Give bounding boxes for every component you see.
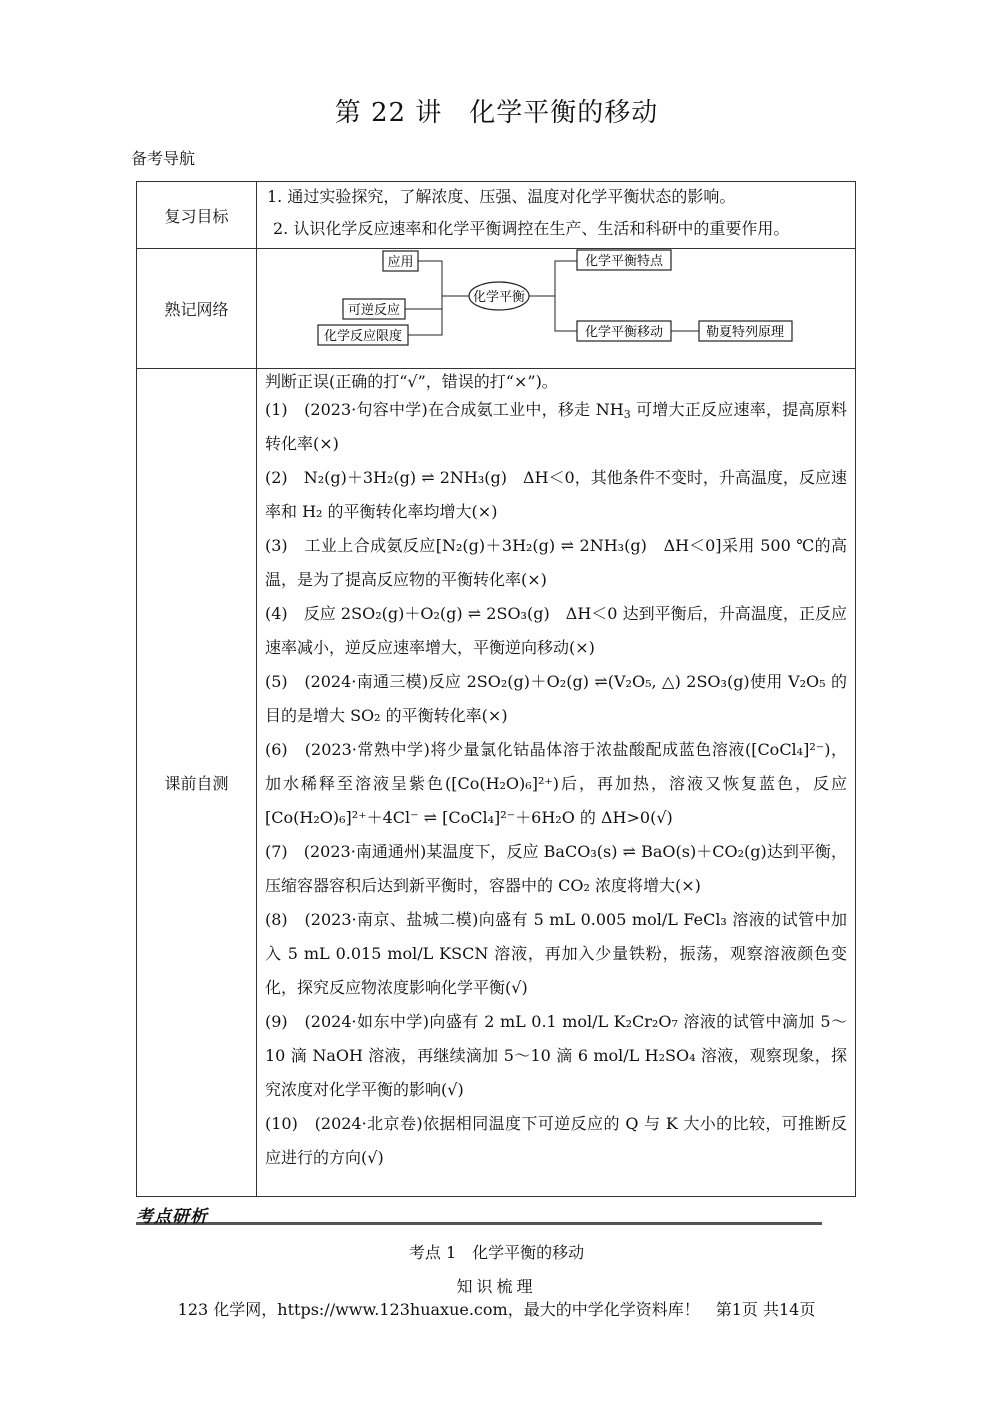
prep-nav-table (136, 181, 856, 1197)
nav-label: 备考导航 (131, 149, 196, 168)
self-test-item-2 (257, 461, 855, 529)
item-number: (6) (265, 740, 288, 759)
item-text: (2023·南京、盐城二模)向盛有 5 mL 0.005 mol/L FeCl₃ 溶液的试管中加入 5 mL 0.015 mol/L KSCN 溶液，再加入少量铁粉，振荡，观察溶液颜色变化，探究反应物浓度影响化学平衡(√) (265, 910, 847, 997)
item-text: (2024·北京卷)依据相同温度下可逆反应的 Q 与 K 大小的比较，可推断反应进行的方向(√) (265, 1114, 847, 1167)
section-band-label: 考点研析 (136, 1207, 208, 1227)
item-text: (2023·常熟中学)将少量氯化钴晶体溶于浓盐酸配成蓝色溶液([CoCl₄]²⁻)，加水稀释至溶液呈紫色([Co(H₂O)₆]²⁺)后，再加热，溶液又恢复蓝色，反应[Co(H₂O)₆]²⁺＋4Cl⁻ ⇌ [CoCl₄]²⁻＋6H₂O 的 ΔH>0(√) (265, 740, 847, 827)
item-text: 反应 2SO₂(g)＋O₂(g) ⇌ 2SO₃(g) ΔH＜0 达到平衡后，升高温度，正反应速率减小，逆反应速率增大，平衡逆向移动(×) (265, 604, 847, 657)
node-reversible-reaction: 可逆反应 (347, 303, 401, 318)
node-apply: 应用 (387, 255, 414, 270)
item-text: N₂(g)＋3H₂(g) ⇌ 2NH₃(g) ΔH＜0，其他条件不变时，升高温度，反应速率和 H₂ 的平衡转化率均增大(×) (265, 468, 847, 521)
item-number: (5) (265, 672, 288, 691)
self-test-item-6 (257, 733, 855, 835)
item-number: (10) (265, 1114, 298, 1133)
self-test-item-7 (257, 835, 855, 903)
item-text: (2023·句容中学)在合成氨工业中，移走 NH (304, 400, 624, 419)
node-reaction-limit: 化学反应限度 (323, 329, 403, 344)
item-text-cont: 可增大正反应速率，提高原料转化率(×) (265, 400, 847, 453)
network-diagram-cell (257, 249, 856, 369)
item-text: (2024·南通三模)反应 2SO₂(g)＋O₂(g) ⇌(V₂O₅, △) 2SO₃(g)使用 V₂O₅ 的目的是增大 SO₂ 的平衡转化率(×) (265, 672, 847, 725)
item-subscript: 3 (623, 408, 631, 421)
section-band (136, 1202, 822, 1226)
concept-map (257, 249, 855, 367)
item-text: 工业上合成氨反应[N₂(g)＋3H₂(g) ⇌ 2NH₃(g) ΔH＜0]采用 500 ℃的高温，是为了提高反应物的平衡转化率(×) (265, 536, 847, 589)
topic-subtitle: 知识梳理 (456, 1277, 537, 1296)
item-number: (1) (265, 400, 288, 419)
item-number: (2) (265, 468, 288, 487)
page-footer: 123 化学网，https://www.123huaxue.com，最大的中学化学资料库！ 第1页 共14页 (177, 1300, 816, 1319)
review-goal-line-2: 2. 认识化学反应速率和化学平衡调控在生产、生活和科研中的重要作用。 (273, 219, 790, 238)
node-le-chatelier: 勒夏特列原理 (705, 325, 785, 340)
node-equilibrium-shift: 化学平衡移动 (584, 325, 664, 340)
self-test-label: 课前自测 (137, 369, 257, 1197)
self-test-item-9 (257, 1005, 855, 1107)
review-goal-line-1: 1. 通过实验探究，了解浓度、压强、温度对化学平衡状态的影响。 (267, 187, 736, 206)
section-band-line (136, 1222, 822, 1225)
self-test-item-1 (257, 393, 855, 461)
item-number: (8) (265, 910, 288, 929)
topic-title: 考点 1 化学平衡的移动 (408, 1243, 585, 1262)
self-test-item-10 (257, 1107, 855, 1175)
self-test-item-3 (257, 529, 855, 597)
review-goal-label: 复习目标 (137, 182, 257, 249)
node-equilibrium-features: 化学平衡特点 (584, 254, 664, 269)
item-number: (9) (265, 1012, 288, 1031)
item-number: (4) (265, 604, 288, 623)
network-label: 熟记网络 (137, 249, 257, 369)
node-chemical-equilibrium: 化学平衡 (472, 290, 526, 305)
item-number: (7) (265, 842, 288, 861)
item-text: (2024·如东中学)向盛有 2 mL 0.1 mol/L K₂Cr₂O₇ 溶液的试管中滴加 5～10 滴 NaOH 溶液，再继续滴加 5～10 滴 6 mol/L H₂SO₄ 溶液，观察现象，探究浓度对化学平衡的影响(√) (265, 1012, 847, 1099)
page-title: 第 22 讲 化学平衡的移动 (334, 98, 659, 128)
review-goal-content (257, 182, 856, 249)
item-number: (3) (265, 536, 288, 555)
self-test-item-5 (257, 665, 855, 733)
self-test-intro: 判断正误(正确的打“√”，错误的打“×”)。 (265, 372, 558, 391)
self-test-content (257, 369, 856, 1197)
self-test-item-4 (257, 597, 855, 665)
self-test-item-8 (257, 903, 855, 1005)
item-text: (2023·南通通州)某温度下，反应 BaCO₃(s) ⇌ BaO(s)＋CO₂(g)达到平衡，压缩容器容积后达到新平衡时，容器中的 CO₂ 浓度将增大(×) (265, 842, 847, 895)
